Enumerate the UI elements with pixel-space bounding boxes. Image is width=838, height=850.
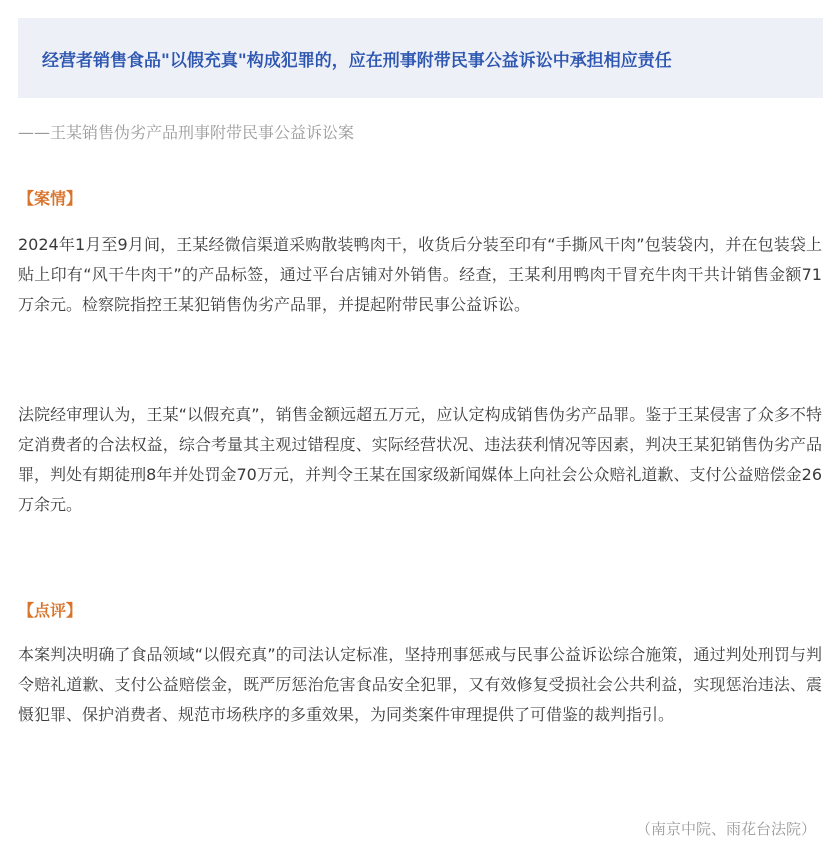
case-section-label: 【案情】	[18, 189, 83, 208]
comment-paragraph: 本案判决明确了食品领域“以假充真”的司法认定标准，坚持刑事惩戒与民事公益诉讼综合施策，通过判处刑罚与判令赔礼道歉、支付公益赔偿金，既严厉惩治危害食品安全犯罪，又有效修复受损社会公共利益，实现惩治违法、震慑犯罪、保护消费者、规范市场秩序的多重效果，为同类案件审理提供了可借鉴的裁判指引。	[18, 645, 822, 724]
article-title: 经营者销售食品"以假充真"构成犯罪的，应在刑事附带民事公益诉讼中承担相应责任	[42, 51, 672, 71]
source-credit: （南京中院、雨花台法院）	[635, 820, 816, 838]
case-paragraph-1: 2024年1月至9月间，王某经微信渠道采购散装鸭肉干，收货后分装至印有“手撕风干肉”包装袋内，并在包装袋上贴上印有“风干牛肉干”的产品标签，通过平台店铺对外销售。经查，王某利用鸭肉干冒充牛肉干共计销售金额71万余元。检察院指控王某犯销售伪劣产品罪，并提起附带民事公益诉讼。	[18, 235, 822, 314]
case-paragraph-2: 法院经审理认为，王某“以假充真”，销售金额远超五万元，应认定构成销售伪劣产品罪。鉴于王某侵害了众多不特定消费者的合法权益，综合考量其主观过错程度、实际经营状况、违法获利情况等因素，判决王某犯销售伪劣产品罪，判处有期徒刑8年并处罚金70万元，并判令王某在国家级新闻媒体上向社会公众赔礼道歉、支付公益赔偿金26万余元。	[18, 405, 822, 514]
title-banner	[18, 18, 823, 98]
comment-section-label: 【点评】	[18, 601, 83, 620]
case-subtitle: ——王某销售伪劣产品刑事附带民事公益诉讼案	[18, 123, 355, 142]
